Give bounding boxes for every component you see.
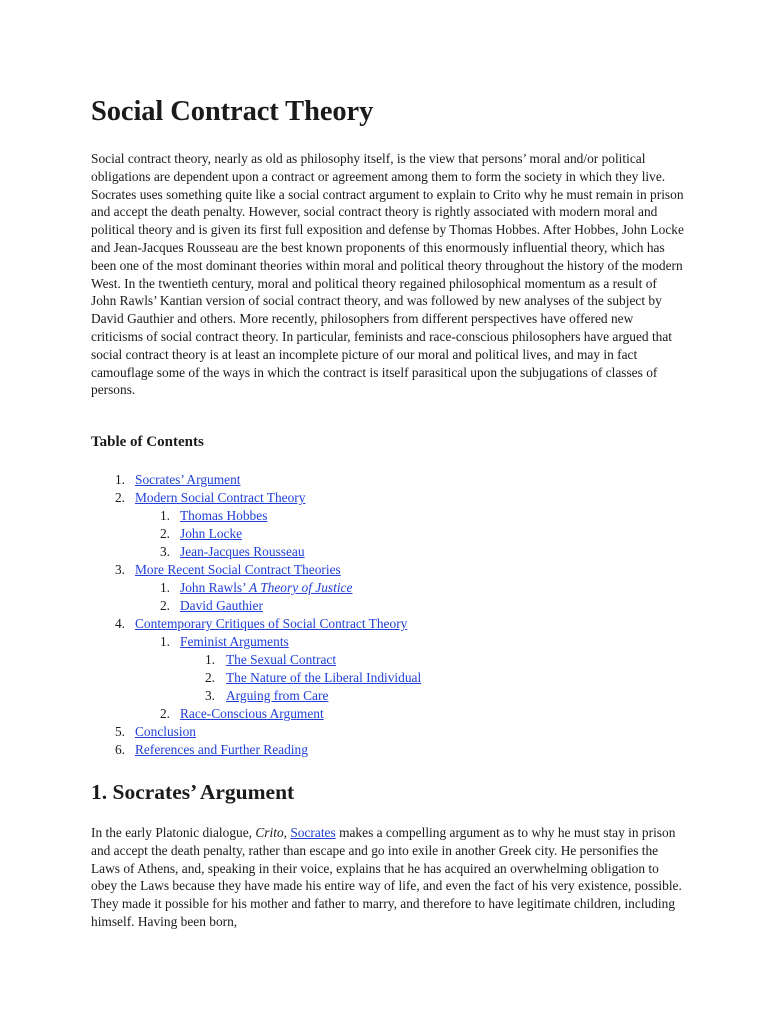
book-title: A Theory of Justice xyxy=(248,580,353,595)
toc-number: 1. xyxy=(159,580,170,595)
toc-number: 2. xyxy=(159,598,170,613)
toc-number: 2. xyxy=(159,526,170,541)
toc-link-socrates-argument[interactable]: Socrates’ Argument xyxy=(135,472,241,487)
toc-link-contemporary-critiques[interactable]: Contemporary Critiques of Social Contract Theory xyxy=(135,616,408,631)
toc-heading: Table of Contents xyxy=(91,434,204,450)
toc-number: 2. xyxy=(159,706,170,721)
page-title: Social Contract Theory xyxy=(91,96,374,127)
toc-link-john-locke[interactable]: John Locke xyxy=(180,526,243,541)
toc-link-john-rawls[interactable] xyxy=(180,579,352,597)
toc-link-thomas-hobbes[interactable]: Thomas Hobbes xyxy=(180,508,268,523)
toc-link-liberal-individual[interactable]: The Nature of the Liberal Individual xyxy=(226,670,422,685)
toc-number: 1. xyxy=(159,508,170,523)
socrates-link[interactable]: Socrates xyxy=(290,825,336,840)
dialogue-title: Crito xyxy=(255,825,284,840)
toc-number: 2. xyxy=(114,490,125,505)
intro-paragraph: Social contract theory, nearly as old as philosophy itself, is the view that persons’ moral and/or political obligations are dependent upon a contract or agreement among them to form the society in which they live. Socrates uses something quite like a social contract argument to explain to Crito why he must remain in prison and accept the death penalty. However, social contract theory is rightly associated with modern moral and political theory and is given its first full exposition and defense by Thomas Hobbes. After Hobbes, John Locke and Jean-Jacques Rousseau are the best known proponents of this enormously influential theory, which has been one of the most dominant theories within moral and political theory throughout the history of the modern West. In the twentieth century, moral and political theory regained philosophical momentum as a result of John Rawls’ Kantian version of social contract theory, and was followed by new analyses of the subject by David Gauthier and others. More recently, philosophers from different perspectives have offered new criticisms of social contract theory. In particular, feminists and race-conscious philosophers have argued that social contract theory is at least an incomplete picture of our moral and political lives, and may in fact camouflage some of the ways in which the contract is itself parasitical upon the subjugations of classes of persons. xyxy=(91,151,684,398)
toc-link-arguing-from-care[interactable]: Arguing from Care xyxy=(226,688,329,703)
toc-number: 3. xyxy=(204,688,215,703)
toc-number: 1. xyxy=(114,472,125,487)
toc-number: 3. xyxy=(159,544,170,559)
paragraph-text: makes a compelling argument as to why he must stay in prison and accept the death penalty, rather than escape and go into exile in another Greek city. He personifies the Laws of Athens, and, speaking in their voice, explains that he has acquired an overwhelming obligation to obey the Laws because they have made his entire way of life, and even the fact of his very existence, possible. They made it possible for his mother and father to marry, and therefore to have legitimate children, including himself. Having been born, xyxy=(91,825,682,929)
toc-link-race-conscious[interactable]: Race-Conscious Argument xyxy=(180,706,324,721)
toc-link-references[interactable]: References and Further Reading xyxy=(135,742,308,757)
toc-number: 2. xyxy=(204,670,215,685)
toc-number: 4. xyxy=(114,616,125,631)
toc-number: 5. xyxy=(114,724,125,739)
toc-link-prefix: John Rawls’ xyxy=(180,580,249,595)
toc-number: 6. xyxy=(114,742,125,757)
toc-link-david-gauthier[interactable]: David Gauthier xyxy=(180,598,263,613)
toc-link-sexual-contract[interactable]: The Sexual Contract xyxy=(226,652,337,667)
toc-number: 1. xyxy=(204,652,215,667)
toc-link-conclusion[interactable]: Conclusion xyxy=(135,724,197,739)
toc-link-more-recent-theories[interactable]: More Recent Social Contract Theories xyxy=(135,562,341,577)
toc-link-feminist-arguments[interactable]: Feminist Arguments xyxy=(180,634,289,649)
section-heading-socrates: 1. Socrates’ Argument xyxy=(91,780,295,804)
section-paragraph-socrates xyxy=(91,824,685,931)
paragraph-text: , xyxy=(283,825,291,840)
toc-link-rousseau[interactable]: Jean-Jacques Rousseau xyxy=(180,544,305,559)
toc-number: 3. xyxy=(114,562,125,577)
toc-link-modern-social-contract[interactable]: Modern Social Contract Theory xyxy=(135,490,306,505)
paragraph-text: In the early Platonic dialogue, xyxy=(91,825,256,840)
toc-number: 1. xyxy=(159,634,170,649)
